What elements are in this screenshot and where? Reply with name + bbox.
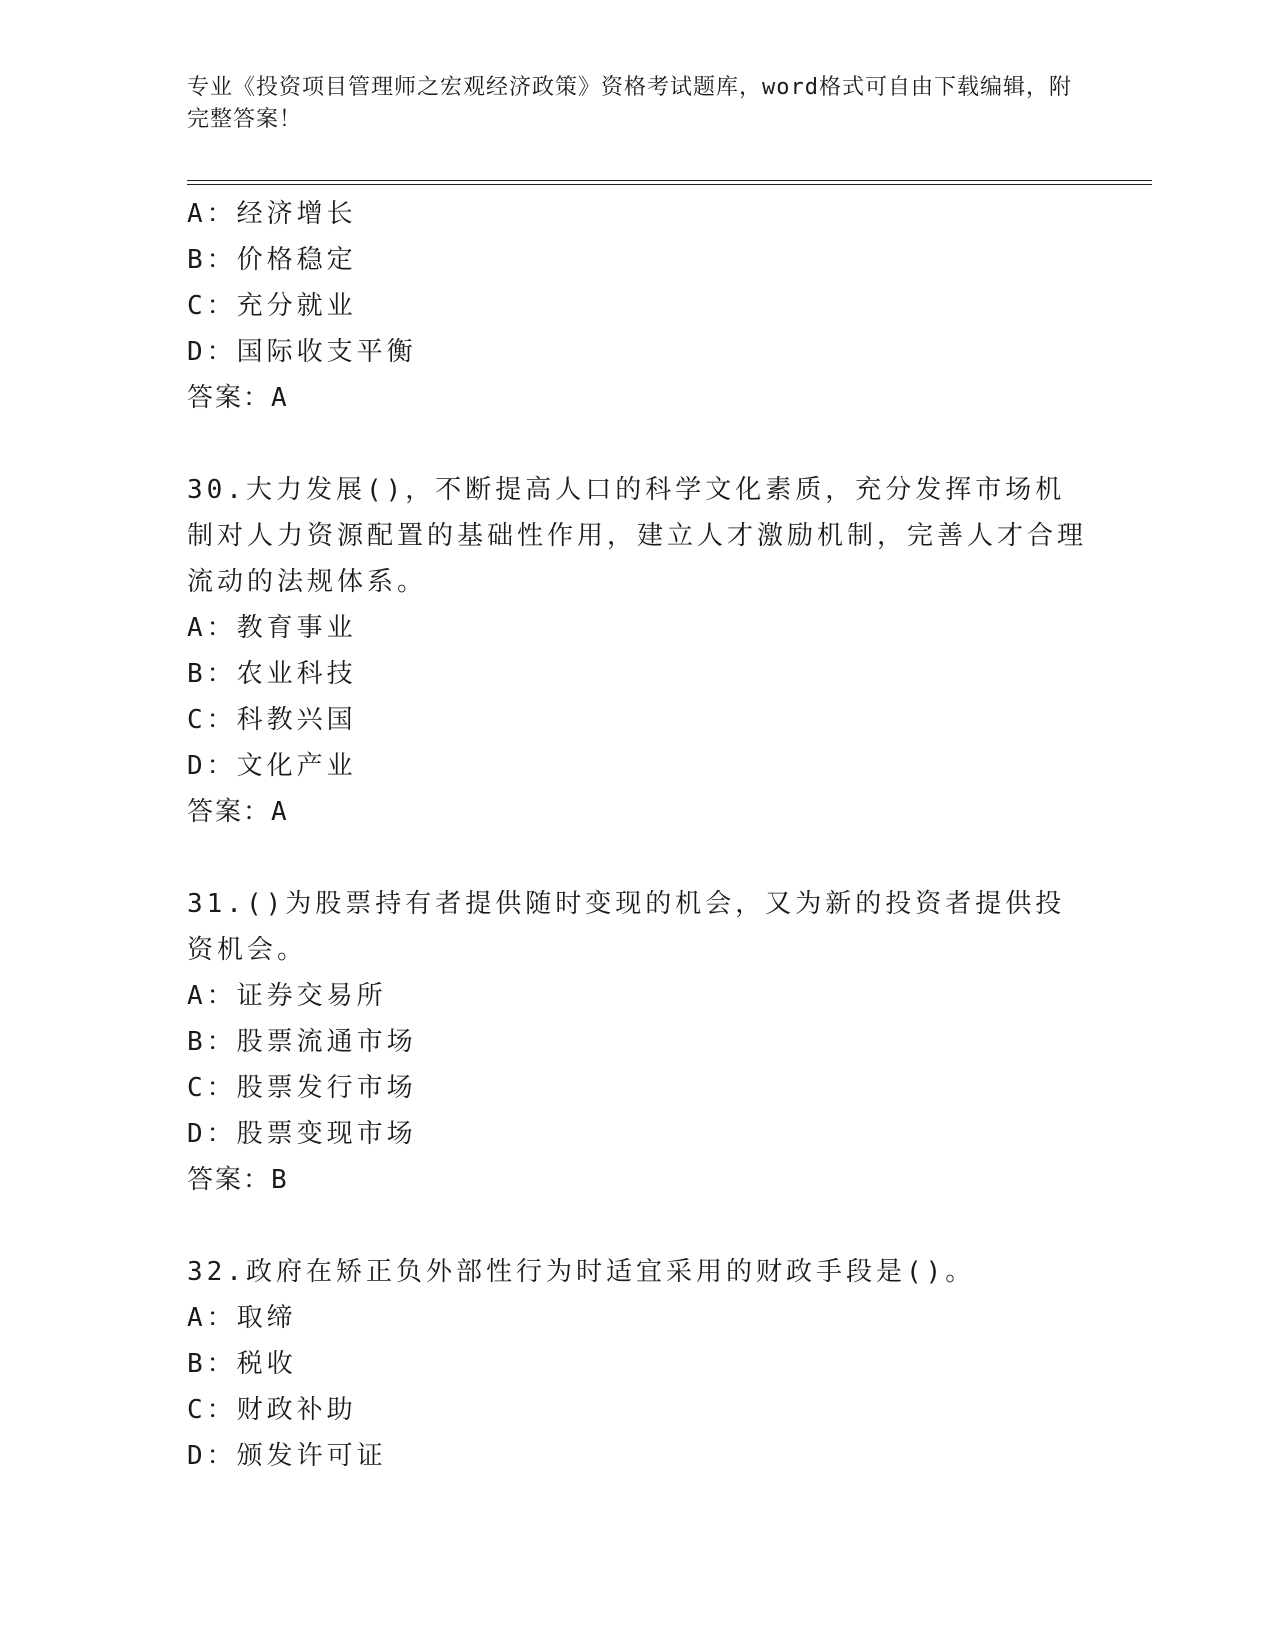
answer: [187, 375, 1152, 421]
question-stem: 30.大力发展()，不断提高人口的科学文化素质，充分发挥市场机制对人力资源配置的基础性作用，建立人才激励机制，完善人才合理流动的法规体系。: [187, 475, 1088, 597]
document-page: [187, 72, 1152, 1479]
answer-value: A: [271, 383, 289, 413]
option-c: C：充分就业: [187, 291, 357, 321]
option-c: C：财政补助: [187, 1395, 357, 1425]
question-29-continued: [187, 191, 1152, 421]
option-c: C：股票发行市场: [187, 1073, 417, 1103]
answer-label: 答案：: [187, 1165, 272, 1195]
header-divider: [187, 180, 1152, 185]
option-d: D：国际收支平衡: [187, 337, 417, 367]
option-c: C：科教兴国: [187, 705, 357, 735]
question-stem: 31.()为股票持有者提供随时变现的机会，又为新的投资者提供投资机会。: [187, 889, 1066, 965]
option-a: A：教育事业: [187, 613, 357, 643]
answer-value: A: [271, 797, 289, 827]
answer-label: 答案：: [187, 383, 272, 413]
option-a: A：证券交易所: [187, 981, 387, 1011]
option-b: B：税收: [187, 1349, 297, 1379]
spacer: [187, 421, 1152, 467]
answer: [187, 1157, 1152, 1203]
option-b: B：股票流通市场: [187, 1027, 417, 1057]
answer: [187, 789, 1152, 835]
answer-label: 答案：: [187, 797, 272, 827]
answer-value: B: [271, 1165, 289, 1195]
question-stem: 32.政府在矫正负外部性行为时适宜采用的财政手段是()。: [187, 1257, 976, 1287]
option-a: A：取缔: [187, 1303, 297, 1333]
document-header: 专业《投资项目管理师之宏观经济政策》资格考试题库，word格式可自由下载编辑，附完整答案！: [187, 75, 1072, 132]
question-32: [187, 1249, 1152, 1479]
option-d: D：颁发许可证: [187, 1441, 387, 1471]
spacer: [187, 835, 1152, 881]
question-30: [187, 467, 1152, 835]
question-31: [187, 881, 1152, 1203]
option-d: D：股票变现市场: [187, 1119, 417, 1149]
option-b: B：价格稳定: [187, 245, 357, 275]
option-a: A：经济增长: [187, 199, 357, 229]
spacer: [187, 1203, 1152, 1249]
option-b: B：农业科技: [187, 659, 357, 689]
option-d: D：文化产业: [187, 751, 357, 781]
